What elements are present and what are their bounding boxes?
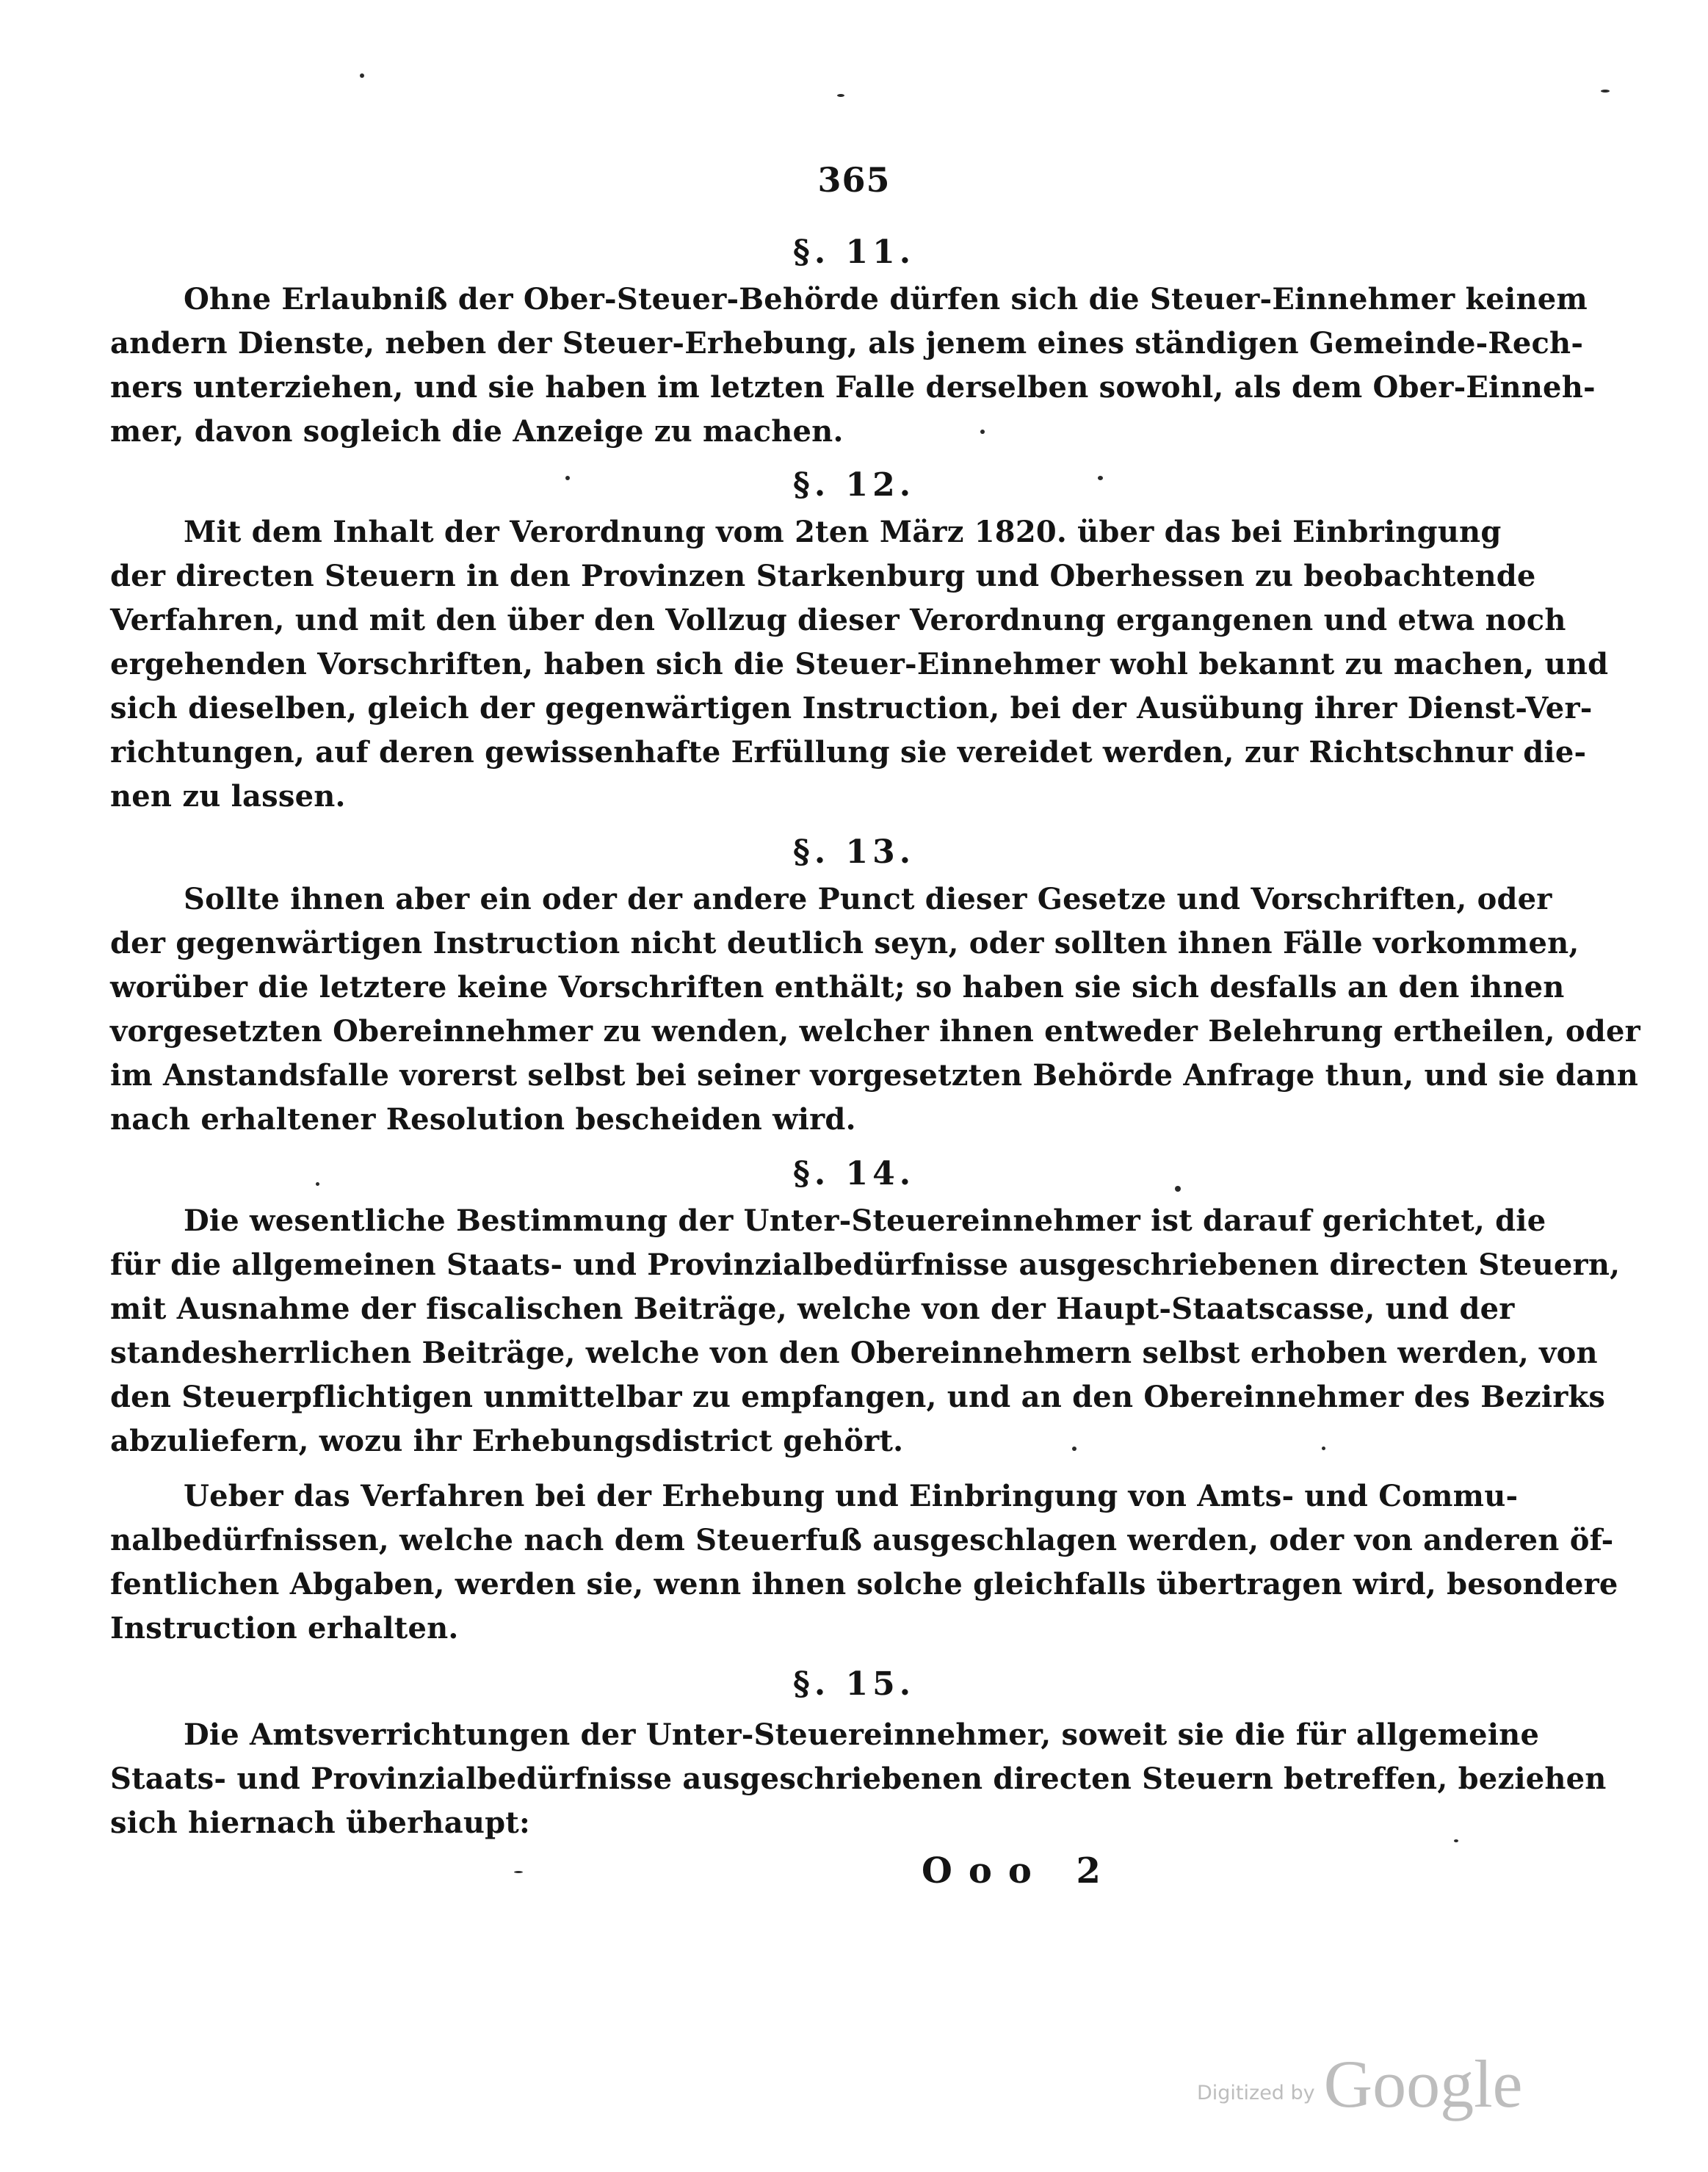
signature-mark: Ooo 2 [922, 1850, 1117, 1892]
text-line: Die wesentliche Bestimmung der Unter-Steuereinnehmer ist darauf gerichtet, die [184, 1203, 1546, 1238]
text-line: sich dieselben, gleich der gegenwärtigen Instruction, bei der Ausübung ihrer Dienst-Ver- [110, 691, 1593, 725]
text-line: ergehenden Vorschriften, haben sich die Steuer-Einnehmer wohl bekannt zu machen, und [110, 647, 1609, 681]
text-line: sich hiernach überhaupt: [110, 1806, 530, 1840]
text-line: Staats- und Provinzialbedürfnisse ausgeschriebenen directen Steuern betreffen, beziehen [110, 1762, 1607, 1796]
scan-speck [565, 476, 570, 480]
scan-speck [514, 1871, 523, 1873]
text-line: Ueber das Verfahren bei der Erhebung und Einbringung von Amts- und Commu- [184, 1479, 1519, 1513]
text-line: Instruction erhalten. [110, 1611, 459, 1646]
text-line: nach erhaltener Resolution bescheiden wird. [110, 1102, 856, 1137]
text-line: mit Ausnahme der fiscalischen Beiträge, welche von der Haupt-Staatscasse, und der [110, 1292, 1515, 1326]
scan-speck [1098, 476, 1103, 480]
scan-speck [980, 430, 985, 434]
scan-speck [360, 73, 364, 78]
text-line: den Steuerpflichtigen unmittelbar zu empfangen, und an den Obereinnehmer des Bezirks [110, 1380, 1606, 1414]
text-line: worüber die letztere keine Vorschriften enthält; so haben sie sich desfalls an den ihnen [110, 970, 1565, 1004]
text-line: Ohne Erlaubniß der Ober-Steuer-Behörde dürfen sich die Steuer-Einnehmer keinem [184, 282, 1588, 316]
text-line: Mit dem Inhalt der Verordnung vom 2ten März 1820. über das bei Einbringung [184, 515, 1502, 549]
text-line: mer, davon sogleich die Anzeige zu machen. [110, 414, 844, 449]
section-heading-14: §. 14. [792, 1155, 916, 1192]
section-heading-12: §. 12. [792, 466, 916, 504]
scan-speck [1072, 1447, 1076, 1451]
watermark-prefix: Digitized by [1197, 2082, 1315, 2104]
text-line: nen zu lassen. [110, 779, 346, 814]
text-line: nalbedürfnissen, welche nach dem Steuerfuß ausgeschlagen werden, oder von anderen öf- [110, 1523, 1614, 1557]
scan-speck [1454, 1839, 1458, 1842]
digitized-by-google-watermark [1197, 2045, 1523, 2123]
text-line: richtungen, auf deren gewissenhafte Erfüllung sie vereidet werden, zur Richtschnur die- [110, 735, 1587, 770]
text-line: andern Dienste, neben der Steuer-Erhebung, als jenem eines ständigen Gemeinde-Rech- [110, 326, 1584, 361]
text-line: im Anstandsfalle vorerst selbst bei seiner vorgesetzten Behörde Anfrage thun, und sie dann [110, 1058, 1639, 1093]
page-number: 365 [817, 160, 891, 200]
section-heading-13: §. 13. [792, 833, 916, 871]
scan-speck [1175, 1186, 1181, 1192]
text-line: ners unterziehen, und sie haben im letzten Falle derselben sowohl, als dem Ober-Einneh- [110, 370, 1596, 405]
scan-speck [1601, 90, 1610, 93]
text-line: vorgesetzten Obereinnehmer zu wenden, welcher ihnen entweder Belehrung ertheilen, oder [110, 1014, 1640, 1049]
scan-speck [316, 1182, 319, 1186]
scan-speck [1322, 1447, 1325, 1450]
text-line: Sollte ihnen aber ein oder der andere Punct dieser Gesetze und Vorschriften, oder [184, 882, 1552, 916]
text-line: standesherrlichen Beiträge, welche von den Obereinnehmern selbst erhoben werden, von [110, 1336, 1598, 1370]
text-line: Die Amtsverrichtungen der Unter-Steuereinnehmer, soweit sie die für allgemeine [184, 1717, 1540, 1752]
scan-speck [837, 94, 844, 97]
text-line: der gegenwärtigen Instruction nicht deutlich seyn, oder sollten ihnen Fälle vorkommen, [110, 926, 1579, 960]
text-line: Verfahren, und mit den über den Vollzug dieser Verordnung ergangenen und etwa noch [110, 603, 1566, 637]
text-line: für die allgemeinen Staats- und Provinzialbedürfnisse ausgeschriebenen directen Steuern, [110, 1248, 1621, 1282]
text-line: der directen Steuern in den Provinzen Starkenburg und Oberhessen zu beobachtende [110, 559, 1536, 593]
text-line: abzuliefern, wozu ihr Erhebungsdistrict gehört. [110, 1424, 904, 1458]
section-heading-11: §. 11. [792, 234, 916, 271]
section-heading-15: §. 15. [792, 1665, 916, 1703]
text-line: fentlichen Abgaben, werden sie, wenn ihnen solche gleichfalls übertragen wird, besondere [110, 1567, 1618, 1601]
watermark-brand: Google [1323, 2046, 1523, 2121]
